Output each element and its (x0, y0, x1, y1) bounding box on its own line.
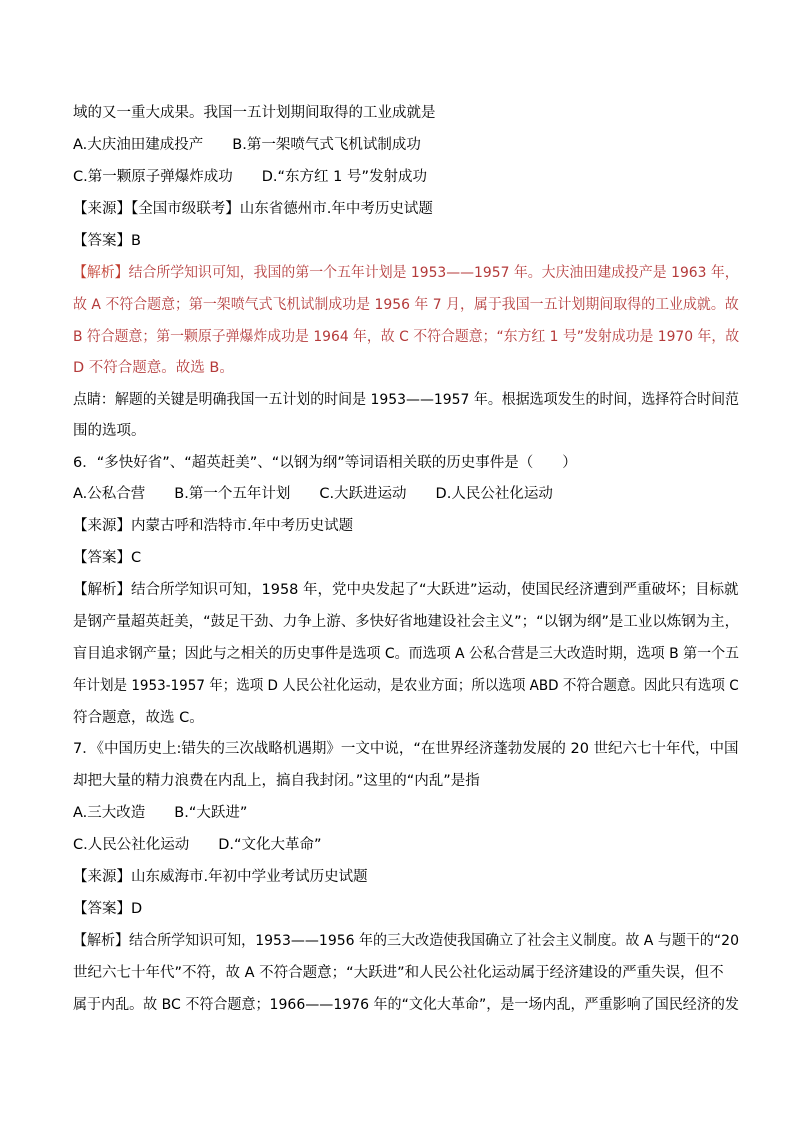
question-6-analysis-line-2: 是钢产量超英赶美，“鼓足干劲、力争上游、多快好省地建设社会主义”；“以钢为纲”是工业以炼钢为主， (73, 614, 740, 630)
question-6-stem: 6．“多快好省”、“超英赶美”、“以钢为纲”等词语相关联的历史事件是（ ） (73, 455, 577, 471)
question-7-source: 【来源】山东威海市.年初中学业考试历史试题 (73, 869, 368, 885)
analysis-tag: 【解析】 (73, 265, 129, 281)
question-5-analysis-line-3: B 符合题意；第一颗原子弹爆炸成功是 1964 年，故 C 不符合题意；“东方红 1 号”发射成功是 1970 年，故 (73, 329, 740, 345)
question-5-answer: 【答案】B (73, 233, 141, 249)
question-6-analysis-line-3: 盲目追求钢产量；因此与之相关的历史事件是选项 C。而选项 A 公私合营是三大改造时期，选项 B 第一个五 (73, 646, 740, 662)
question-6-analysis-line-4: 年计划是 1953-1957 年；选项 D 人民公社化运动，是农业方面；所以选项 ABD 不符合题意。因此只有选项 C (73, 678, 739, 694)
question-6-options: A.公私合营 B.第一个五年计划 C.大跃进运动 D.人民公社化运动 (73, 486, 553, 502)
question-7-stem-line-1: 7．《中国历史上:错失的三次战略机遇期》一文中说，“在世界经济蓬勃发展的 20 世纪六七十年代，中国 (73, 741, 739, 757)
analysis-text: 结合所学知识可知，我国的第一个五年计划是 1953——1957 年。大庆油田建成投产是 1963 年， (128, 265, 739, 281)
question-7-analysis-line-3: 属于内乱。故 BC 不符合题意；1966——1976 年的“文化大革命”，是一场内乱，严重影响了国民经济的发 (73, 997, 739, 1013)
question-7-analysis-line-2: 世纪六七十年代”不符，故 A 不符合题意；“大跃进”和人民公社化运动属于经济建设的严重失误，但不 (73, 965, 724, 981)
question-5-note-line-2: 围的选项。 (73, 423, 146, 439)
question-5-analysis-line-2: 故 A 不符合题意；第一架喷气式飞机试制成功是 1956 年 7 月，属于我国一五计划期间取得的工业成就。故 (73, 297, 739, 313)
question-6-answer: 【答案】C (73, 550, 142, 566)
question-5-source: 【来源】【全国市级联考】山东省德州市.年中考历史试题 (73, 201, 433, 217)
question-7-answer: 【答案】D (73, 901, 143, 917)
question-7-options-cd: C.人民公社化运动 D.“文化大革命” (73, 837, 322, 853)
question-6-analysis-line-1: 【解析】结合所学知识可知，1958 年，党中央发起了“大跃进”运动，使国民经济遭到严重破坏；目标就 (73, 582, 739, 598)
question-5-analysis-line-4: D 不符合题意。故选 B。 (73, 360, 234, 376)
question-7-analysis-line-1: 【解析】结合所学知识可知，1953——1956 年的三大改造使我国确立了社会主义制度。故 A 与题干的“20 (73, 933, 740, 949)
question-5-analysis-line-1 (73, 263, 739, 283)
question-5-stem-end: 域的又一重大成果。我国一五计划期间取得的工业成就是 (73, 105, 436, 121)
question-5-options-ab: A.大庆油田建成投产 B.第一架喷气式飞机试制成功 (73, 137, 421, 153)
question-7-options-ab: A.三大改造 B.“大跃进” (73, 805, 248, 821)
question-5-options-cd: C.第一颗原子弹爆炸成功 D.“东方红 1 号”发射成功 (73, 169, 427, 185)
question-6-analysis-line-5: 符合题意，故选 C。 (73, 710, 204, 726)
question-5-note-line-1: 点睛：解题的关键是明确我国一五计划的时间是 1953——1957 年。根据选项发生的时间，选择符合时间范 (73, 392, 740, 408)
question-7-stem-line-2: 却把大量的精力浪费在内乱上，搞自我封闭。”这里的“内乱”是指 (73, 773, 480, 789)
question-6-source: 【来源】内蒙古呼和浩特市.年中考历史试题 (73, 518, 354, 534)
